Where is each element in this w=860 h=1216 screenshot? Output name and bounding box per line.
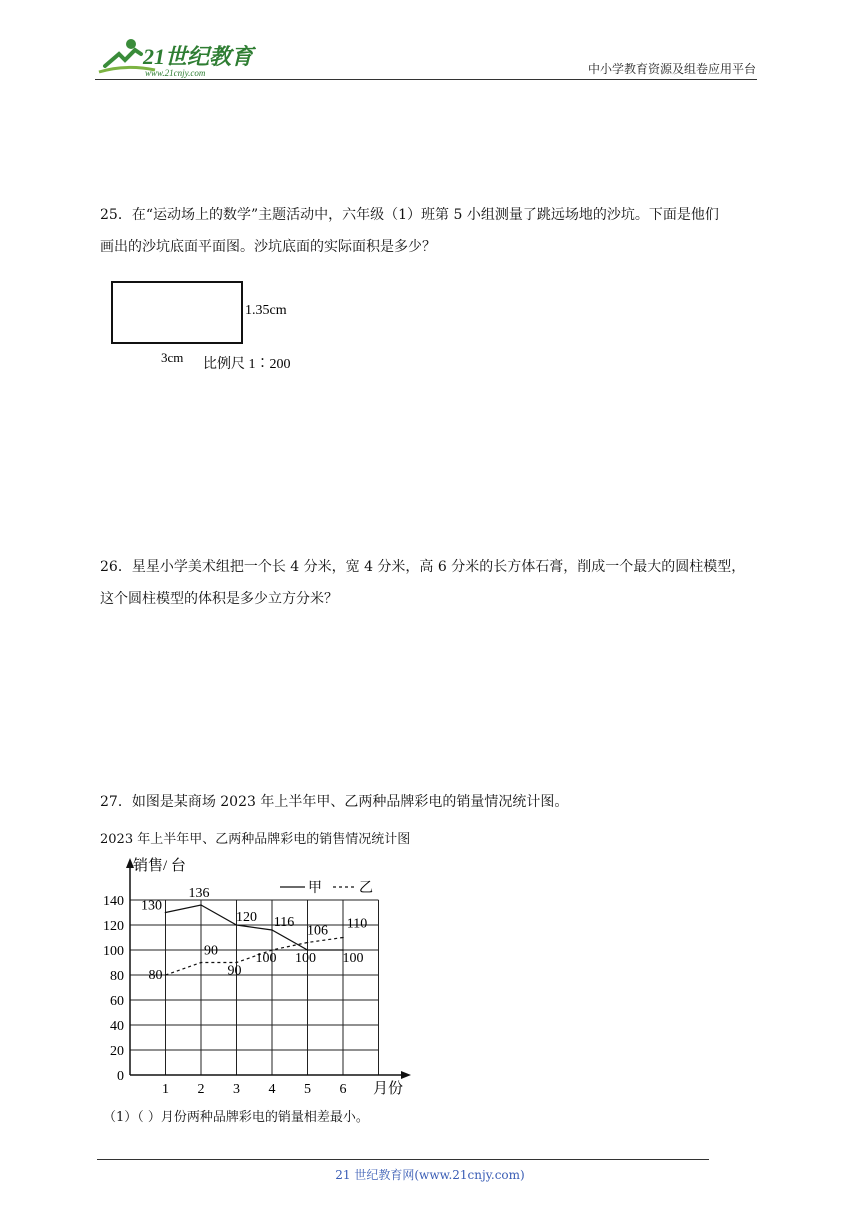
series-point	[307, 942, 309, 944]
sales-line-chart	[95, 850, 425, 1100]
data-label: 120	[236, 910, 257, 925]
sandpit-plan-figure	[105, 276, 325, 376]
question-26	[100, 551, 765, 615]
data-label: 110	[346, 916, 368, 932]
y-tick-label: 40	[110, 1019, 124, 1034]
x-tick-label: 1	[162, 1082, 169, 1097]
data-label: 136	[188, 886, 210, 901]
x-tick-label: 3	[233, 1082, 240, 1097]
y-tick-label: 80	[110, 969, 124, 984]
chart-grid	[130, 900, 379, 1075]
scale-label: 比例尺 1∶200	[203, 357, 291, 372]
series-point	[165, 912, 167, 914]
x-tick-label: 6	[339, 1082, 347, 1097]
data-label: 130	[141, 898, 162, 914]
chart-x-axis-label: 月份	[373, 1081, 404, 1097]
legend-label-yi: 乙	[359, 881, 373, 896]
data-label: 90	[204, 943, 218, 959]
chart-data-labels	[141, 886, 367, 983]
question-27-line1: 27．如图是某商场 2023 年上半年甲、乙两种品牌彩电的销量情况统计图。	[100, 794, 569, 810]
chart-legend	[280, 880, 373, 896]
runner-logo-icon	[95, 36, 265, 80]
series-point	[342, 937, 344, 939]
data-label: 100	[295, 951, 316, 966]
series-line-yi	[166, 938, 344, 976]
site-logo	[95, 36, 265, 80]
x-axis-arrow-icon	[401, 1071, 411, 1079]
logo-url: www.21cnjy.com	[145, 68, 206, 78]
series-point	[200, 962, 202, 964]
y-tick-label: 120	[103, 919, 124, 934]
data-label: 90	[227, 963, 242, 979]
sandpit-rectangle	[112, 282, 242, 343]
question-26-line1: 26．星星小学美术组把一个长 4 分米，宽 4 分米，高 6 分米的长方体石膏，削成一个最大的圆柱模型，	[100, 559, 746, 575]
data-label: 100	[342, 951, 364, 966]
header-platform-text: 中小学教育资源及组卷应用平台	[587, 62, 756, 76]
data-label: 106	[307, 923, 328, 939]
y-tick-label: 0	[117, 1069, 124, 1084]
sandpit-width-label: 3cm	[161, 350, 184, 365]
series-point	[271, 929, 273, 931]
question-27	[100, 786, 765, 818]
legend-label-jia: 甲	[308, 881, 322, 896]
header-divider	[95, 79, 757, 80]
data-label: 80	[148, 968, 163, 983]
x-tick-label: 2	[197, 1082, 205, 1097]
footer-divider	[97, 1159, 709, 1160]
footer-text: 21 世纪教育网(www.21cnjy.com)	[335, 1168, 525, 1182]
y-tick-label: 20	[110, 1044, 124, 1059]
sandpit-height-label: 1.35cm	[245, 303, 287, 318]
question-25-line2: 画出的沙坑底面平面图。沙坑底面的实际面积是多少？	[100, 239, 436, 255]
question-25	[100, 199, 765, 263]
chart-y-axis-label: 销售/ 台	[133, 858, 186, 874]
data-label: 100	[255, 951, 277, 966]
chart-title: 2023 年上半年甲、乙两种品牌彩电的销售情况统计图	[100, 832, 411, 847]
question-25-line1: 25．在“运动场上的数学”主题活动中，六年级（1）班第 5 小组测量了跳远场地的沙坑。下面是他们	[100, 207, 719, 223]
logo-text: 21世纪教育	[143, 44, 254, 69]
x-tick-label: 5	[304, 1082, 311, 1097]
question-27-subquestion-1: （1）（ ）月份两种品牌彩电的销量相差最小。	[103, 1110, 369, 1125]
y-tick-label: 60	[110, 994, 124, 1009]
y-tick-label: 140	[103, 894, 124, 909]
x-tick-label: 4	[268, 1082, 276, 1097]
data-label: 116	[273, 915, 295, 930]
question-26-line2: 这个圆柱模型的体积是多少立方分米？	[100, 591, 338, 607]
y-tick-label: 100	[103, 944, 124, 959]
series-point	[200, 904, 202, 906]
series-point	[165, 974, 167, 976]
